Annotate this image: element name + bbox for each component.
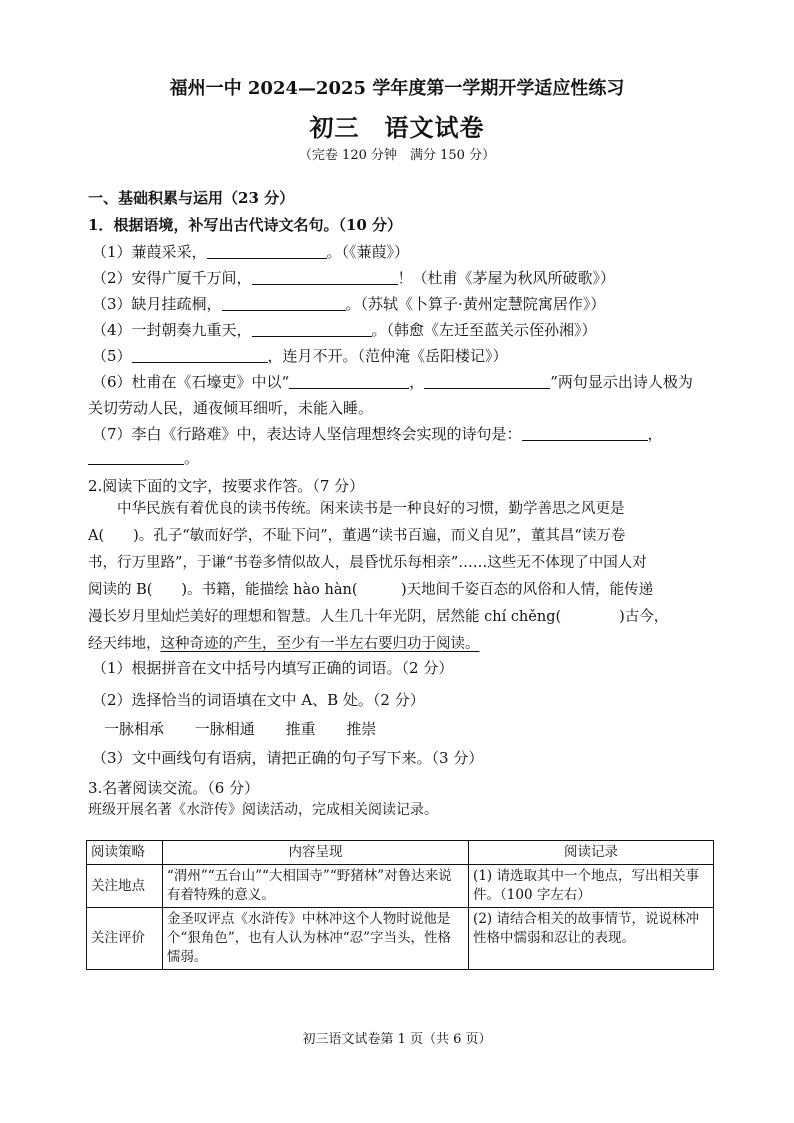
reading-record-table <box>86 840 714 970</box>
underlined-sentence: 这种奇迹的产生，至少有一半左右要归功于阅读。 <box>160 636 480 652</box>
table-header-content: 内容呈现 <box>162 841 468 865</box>
answer-blank[interactable] <box>522 424 648 441</box>
option-4: 推崇 <box>346 720 377 738</box>
q1-item-5-source: ，连月不开。（范仲淹《岳阳楼记》） <box>267 347 508 365</box>
q1-item-7-text: （7）李白《行路难》中，表达诗人坚信理想终会实现的诗句是： <box>92 425 522 443</box>
section-heading: 一、基础积累与运用（23 分） <box>88 189 295 207</box>
exam-subtitle: 初三 语文试卷 <box>309 113 485 142</box>
table-cell: (1) 请选取其中一个地点，写出相关事件。（100 字左右） <box>469 865 714 908</box>
table-cell: 关注地点 <box>87 865 163 908</box>
passage-line: 中华民族有着优良的读书传统。闲来读书是一种良好的习惯，勤学善思之风更是 <box>117 501 625 517</box>
table-cell: 关注评价 <box>87 908 163 970</box>
table-header-strategy: 阅读策略 <box>87 841 163 865</box>
exam-time-info: （完卷 120 分钟 满分 150 分） <box>298 148 496 163</box>
table-header-row <box>87 841 714 865</box>
answer-blank[interactable] <box>207 242 327 259</box>
answer-blank[interactable] <box>424 372 550 389</box>
answer-blank[interactable] <box>222 294 346 311</box>
q2-heading: 2.阅读下面的文字，按要求作答。（7 分） <box>88 477 365 495</box>
q1-item-6-tail: ”两句显示出诗人极为 <box>550 373 693 391</box>
passage-line: A( )。孔子“敏而好学，不耻下问”，董遇“读书百遍，而义自见”，董其昌“读万卷 <box>88 528 626 544</box>
q1-item-7 <box>92 424 663 444</box>
q2-sub2: （2）选择恰当的词语填在文中 A、B 处。（2 分） <box>92 691 425 709</box>
option-3: 推重 <box>285 720 316 738</box>
q1-item-6-text: （6）杜甫在《石壕吏》中以“ <box>92 373 290 391</box>
q1-item-2 <box>92 268 615 288</box>
q1-item-1-text: （1）蒹葭采采， <box>92 243 207 261</box>
q1-item-2-text: （2）安得广厦千万间， <box>92 269 252 287</box>
q1-item-7-comma: ， <box>647 425 663 443</box>
passage-line: 阅读的 B( )。书籍，能描绘 hào hàn( )天地间千姿百态的风俗和人情，能传递 <box>88 582 654 598</box>
q1-item-3-source: 。（苏轼《卜算子·黄州定慧院寓居作》） <box>345 295 606 313</box>
answer-blank[interactable] <box>252 268 398 285</box>
table-cell: “渭州”“五台山”“大相国寺”“野猪林”对鲁达来说有着特殊的意义。 <box>162 865 468 908</box>
q1-item-2-source: ！（杜甫《茅屋为秋风所破歌》） <box>397 269 616 287</box>
q2-sub3: （3）文中画线句有语病，请把正确的句子写下来。（3 分） <box>92 749 484 767</box>
q1-item-6-line2: 关切劳动人民，通夜倾耳细听，未能入睡。 <box>88 399 374 417</box>
passage-line: 漫长岁月里灿烂美好的理想和智慧。人生几十年光阴，居然能 chí chěng( )古今， <box>88 609 669 625</box>
q1-heading: 1．根据语境，补写出古代诗文名句。（10 分） <box>88 216 403 234</box>
q1-item-1-source: 。（《蒹葭》） <box>326 243 410 261</box>
q3-intro: 班级开展名著《水浒传》阅读活动，完成相关阅读记录。 <box>88 802 438 818</box>
q1-item-7-line2 <box>88 448 199 468</box>
q1-item-7-end: 。 <box>184 449 200 467</box>
passage-text: 经天纬地， <box>88 636 161 652</box>
q1-item-5 <box>92 346 508 366</box>
q1-item-1 <box>92 242 409 262</box>
table-row <box>87 865 714 908</box>
q2-options <box>104 718 402 739</box>
table-row <box>87 908 714 970</box>
answer-blank[interactable] <box>88 448 184 465</box>
page-footer: 初三语文试卷第 1 页（共 6 页） <box>302 1032 492 1047</box>
answer-blank[interactable] <box>289 372 409 389</box>
exam-title: 福州一中 2024—2025 学年度第一学期开学适应性练习 <box>169 78 625 99</box>
q1-item-3-text: （3）缺月挂疏桐， <box>92 295 222 313</box>
table-cell: 金圣叹评点《水浒传》中林冲这个人物时说他是个“狠角色”，也有人认为林冲“忍”字当头，性格懦弱。 <box>162 908 468 970</box>
q2-passage <box>88 496 710 658</box>
answer-blank[interactable] <box>252 320 372 337</box>
option-1: 一脉相承 <box>104 720 165 738</box>
q1-item-5-text: （5） <box>92 347 132 365</box>
q1-item-4-text: （4）一封朝奏九重天， <box>92 321 252 339</box>
table-cell: (2) 请结合相关的故事情节，说说林冲性格中懦弱和忍让的表现。 <box>469 908 714 970</box>
q3-heading: 3.名著阅读交流。（6 分） <box>88 779 260 797</box>
passage-line: 书，行万里路”，于谦“书卷多情似故人，晨昏忧乐每相亲”……这些无不体现了中国人对 <box>88 555 647 571</box>
answer-blank[interactable] <box>132 346 268 363</box>
q1-item-6-comma: ， <box>409 373 425 391</box>
q1-item-3 <box>92 294 605 314</box>
q2-sub1: （1）根据拼音在文中括号内填写正确的词语。（2 分） <box>92 659 454 677</box>
q1-item-4-source: 。（韩愈《左迁至蓝关示侄孙湘》） <box>371 321 597 339</box>
passage-line <box>88 631 710 658</box>
q1-item-6 <box>92 372 693 392</box>
q1-item-4 <box>92 320 597 340</box>
table-header-record: 阅读记录 <box>469 841 714 865</box>
option-2: 一脉相通 <box>194 720 255 738</box>
